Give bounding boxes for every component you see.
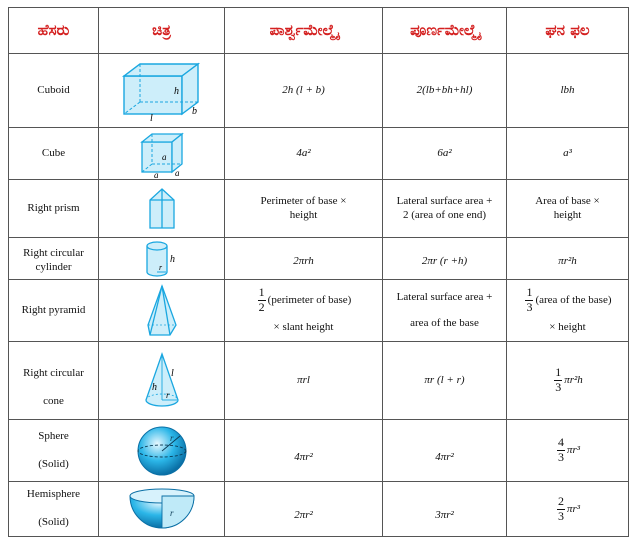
cylinder-icon [141,240,183,278]
volume-cell [507,420,629,482]
figure-cell [99,180,225,238]
name-line-2: (Solid) [38,457,69,470]
tsa-line-2: area of the base [410,316,479,329]
table-row [9,280,629,342]
label-r: r [165,389,170,400]
fraction-denominator: 3 [557,508,564,523]
volume-cell: a³ [507,128,629,180]
fraction-denominator: 3 [526,300,533,315]
label-l: l [170,367,174,379]
name-line-2: (Solid) [38,516,69,528]
table-row [9,128,629,180]
lsa-cell: 2πrh [225,238,383,280]
lsa-cell: 2πr² [225,482,383,537]
fraction-denominator: 2 [258,300,265,315]
lsa-cell [225,280,383,342]
row-name: Right pyramid [9,280,99,342]
tsa-cell: 2πr (r +h) [383,238,507,280]
label-a: a [174,167,179,178]
fraction [557,495,565,524]
pyramid-icon [145,283,179,339]
lsa-line-1: (perimeter of base) [267,294,352,307]
row-name: Cuboid [9,54,99,128]
hemisphere-icon [126,486,198,532]
lsa-line-2: × slant height [273,320,334,333]
tsa-line-1: Lateral surface area + [396,290,493,303]
sphere-icon [132,424,192,478]
header-total-surface-area: ಪೂರ್ಣಮೇಲ್ಮೈ [383,8,507,54]
fraction-denominator: 3 [557,450,564,464]
header-volume: ಘನ ಫಲ [507,8,629,54]
table-row [9,342,629,420]
fraction-numerator: 4 [557,435,564,450]
fraction-numerator: 1 [258,285,265,300]
volume-cell [507,482,629,537]
tsa-cell: 4πr² [383,420,507,482]
name-line-1: Hemisphere [26,488,81,501]
tsa-line-2: 2 (area of one end) [402,208,487,221]
label-l: l [149,112,153,122]
volume-cell [507,280,629,342]
figure-cell [99,280,225,342]
label-r: r [169,432,174,443]
fraction [258,286,266,315]
row-name [9,238,99,280]
label-h: h [151,381,157,393]
vol-expression: πr²h [564,374,583,387]
vol-expression: πr³ [566,444,581,457]
tsa-cell [383,280,507,342]
tsa-cell: 3πr² [383,482,507,537]
cuboid-icon [120,60,204,122]
volume-cell: πr²h [507,238,629,280]
label-h: h [173,85,179,97]
tsa-cell [383,180,507,238]
vol-line-2: × height [549,320,586,333]
header-figure: ಚಿತ್ರ [99,8,225,54]
vol-line-1: Area of base × [535,194,600,207]
name-line-1: Right circular [23,246,84,259]
name-line-2: cone [43,394,64,407]
tsa-cell: 2(lb+bh+hl) [383,54,507,128]
formula-table [8,7,629,537]
lsa-cell: πrl [225,342,383,420]
figure-cell [99,482,225,537]
figure-cell [99,54,225,128]
table-row [9,238,629,280]
figure-cell [99,420,225,482]
label-b: b [191,105,197,117]
tsa-cell: πr (l + r) [383,342,507,420]
figure-cell [99,128,225,180]
cone-icon [140,350,184,412]
fraction-numerator: 2 [557,493,564,508]
tsa-cell: 6a² [383,128,507,180]
table-row [9,54,629,128]
name-line-1: Sphere [38,429,69,442]
table-row [9,420,629,482]
vol-line-2: height [553,208,582,221]
prism-icon [147,186,177,232]
name-line-1: Right circular [23,366,84,379]
lsa-line-1: Perimeter of base × [260,194,347,207]
name-line-2: cylinder [35,260,72,273]
cube-icon [138,130,186,178]
row-name: Cube [9,128,99,180]
fraction-denominator: 3 [555,380,562,394]
fraction [525,286,533,315]
figure-cell [99,238,225,280]
lsa-line-2: height [289,208,318,221]
tsa-line-1: Lateral surface area + [396,194,493,207]
fraction-numerator: 1 [555,365,562,380]
label-a: a [161,151,166,162]
row-name [9,342,99,420]
header-row [9,8,629,54]
table-row [9,482,629,537]
lsa-cell: 4πr² [225,420,383,482]
figure-cell [99,342,225,420]
header-lateral-surface-area: ಪಾರ್ಶ್ವಮೇಲ್ಮೈ [225,8,383,54]
row-name [9,420,99,482]
lsa-cell [225,180,383,238]
header-name: ಹೆಸರು [9,8,99,54]
label-a: a [153,169,158,178]
fraction-numerator: 1 [526,285,533,300]
fraction [557,436,565,465]
lsa-cell: 2h (l + b) [225,54,383,128]
volume-cell [507,180,629,238]
fraction [554,366,562,395]
label-r: r [158,262,162,272]
label-r: r [169,508,174,518]
vol-expression: πr³ [566,502,581,515]
volume-cell [507,342,629,420]
table-row [9,180,629,238]
lsa-cell: 4a² [225,128,383,180]
volume-cell: lbh [507,54,629,128]
label-h: h [169,253,175,265]
row-name: Right prism [9,180,99,238]
row-name [9,482,99,537]
vol-line-1: (area of the base) [535,294,612,307]
